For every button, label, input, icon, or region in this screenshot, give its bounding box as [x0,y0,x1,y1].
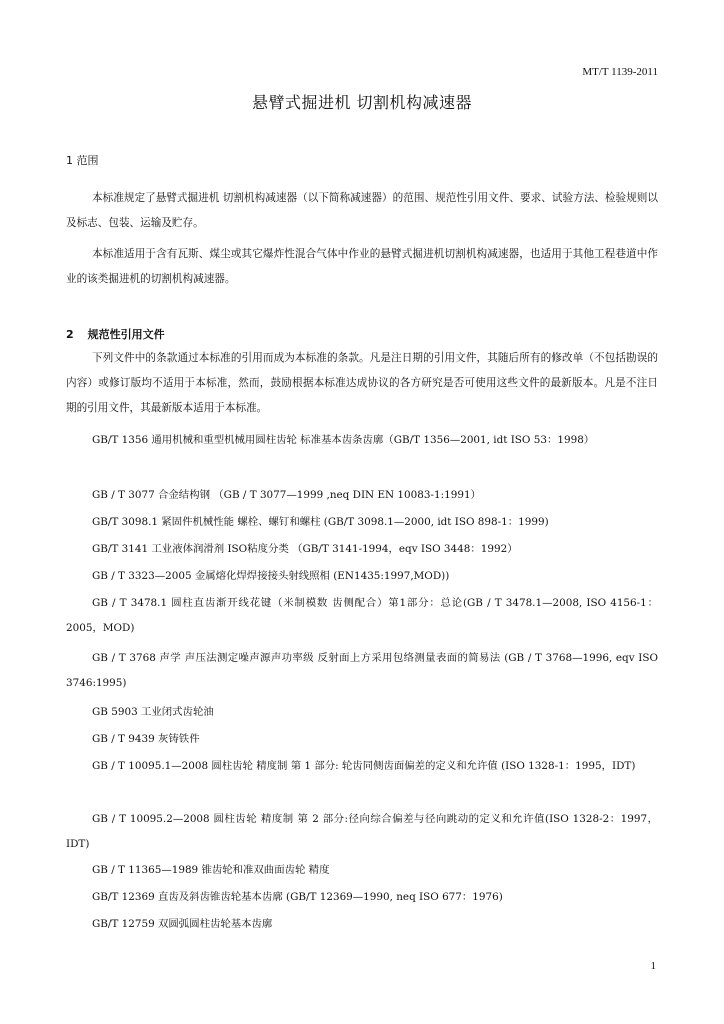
reference-item: GB/T 1356 通用机械和重型机械用圆柱齿轮 标准基本齿条齿廓（GB/T 1356—2001, idt ISO 53：1998） [92,434,595,446]
reference-item: GB/T 12759 双圆弧圆柱齿轮基本齿廓 [92,918,273,930]
reference-item: GB 5903 工业闭式齿轮油 [92,706,214,718]
references-intro: 下列文件中的条款通过本标准的引用而成为本标准的条款。凡是注日期的引用文件，其随后所有的修改单（不包括勘误的内容）或修订版均不适用于本标准，然而，鼓励根据本标准达成协议的各方研究是否可使用这些文件的最新版本。凡是不注日期的引用文件，其最新版本适用于本标准。 [66,352,658,414]
document-title: 悬臂式掘进机 切割机构减速器 [251,93,473,112]
reference-item: GB / T 3478.1 圆柱直齿渐开线花键（米制模数 齿侧配合）第1部分：总论(GB / T 3478.1—2008, ISO 4156-1：2005，MOD) [66,597,658,634]
reference-item: GB / T 10095.2—2008 圆柱齿轮 精度制 第 2 部分:径向综合偏差与径向跳动的定义和允许值(ISO 1328-2：1997，IDT) [66,813,658,850]
reference-item: GB / T 10095.1—2008 圆柱齿轮 精度制 第 1 部分: 轮齿同侧齿面偏差的定义和允许值 (ISO 1328-1：1995，IDT) [92,760,636,772]
section-2-number: 2 [66,328,74,341]
reference-item: GB / T 3768 声学 声压法测定噪声源声功率级 反射面上方采用包络测量表面的简易法 (GB / T 3768—1996, eqv ISO 3746:1995) [66,652,658,689]
page-number: 1 [650,960,656,972]
scope-paragraph: 本标准规定了悬臂式掘进机 切割机构减速器（以下简称减速器）的范围、规范性引用文件、要求、试验方法、检验规则以及标志、包装、运输及贮存。 [66,192,658,229]
section-2-title: 规范性引用文件 [87,328,165,341]
reference-item: GB/T 3098.1 紧固件机械性能 螺栓、螺钉和螺柱 (GB/T 3098.1—2000, idt ISO 898-1：1999) [92,516,549,528]
reference-item: GB/T 3141 工业液体润滑剂 ISO粘度分类 （GB/T 3141-1994，eqv ISO 3448：1992） [92,543,518,555]
reference-item: GB / T 11365—1989 锥齿轮和准双曲面齿轮 精度 [92,864,330,876]
reference-item: GB / T 3323—2005 金属熔化焊焊接接头射线照相 (EN1435:1997,MOD)) [92,570,450,582]
scope-paragraph: 本标准适用于含有瓦斯、煤尘或其它爆炸性混合气体中作业的悬臂式掘进机切割机构减速器，也适用于其他工程巷道中作业的该类掘进机的切割机构减速器。 [66,248,658,285]
reference-item: GB / T 9439 灰铸铁件 [92,733,200,745]
reference-item: GB/T 12369 直齿及斜齿锥齿轮基本齿廓 (GB/T 12369—1990, neq ISO 677：1976) [92,891,503,903]
section-1-heading: 1 范围 [66,154,99,167]
reference-item: GB / T 3077 合金结构钢 （GB / T 3077—1999 ,neq DIN EN 10083-1:1991） [92,489,481,501]
section-2-heading [66,326,165,342]
document-code: MT/T 1139-2011 [582,66,658,78]
